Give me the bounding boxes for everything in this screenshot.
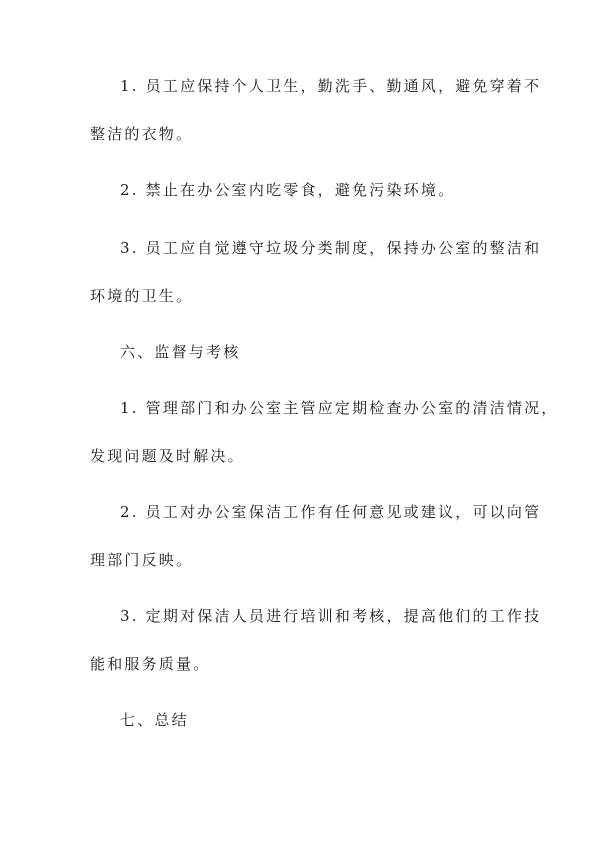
paragraph-line-inspection-1: 1. 管理部门和办公室主管应定期检查办公室的清洁情况， xyxy=(120,399,559,417)
paragraph-line-training-1: 3. 定期对保洁人员进行培训和考核，提高他们的工作技 xyxy=(120,607,542,625)
section-heading-supervision: 六、监督与考核 xyxy=(120,343,241,361)
paragraph-line-hygiene-1: 1. 员工应保持个人卫生，勤洗手、勤通风，避免穿着不 xyxy=(120,77,542,95)
section-heading-summary: 七、总结 xyxy=(120,711,189,729)
paragraph-line-inspection-2: 发现问题及时解决。 xyxy=(90,447,245,465)
paragraph-line-hygiene-2: 整洁的衣物。 xyxy=(90,125,194,143)
paragraph-line-sorting-2: 环境的卫生。 xyxy=(90,287,194,305)
paragraph-line-feedback-2: 理部门反映。 xyxy=(90,551,194,569)
paragraph-line-feedback-1: 2. 员工对办公室保洁工作有任何意见或建议，可以向管 xyxy=(120,503,542,521)
paragraph-line-no-snacks: 2. 禁止在办公室内吃零食，避免污染环境。 xyxy=(120,181,456,199)
paragraph-line-training-2: 能和服务质量。 xyxy=(90,655,211,673)
paragraph-line-sorting-1: 3. 员工应自觉遵守垃圾分类制度，保持办公室的整洁和 xyxy=(120,239,542,257)
